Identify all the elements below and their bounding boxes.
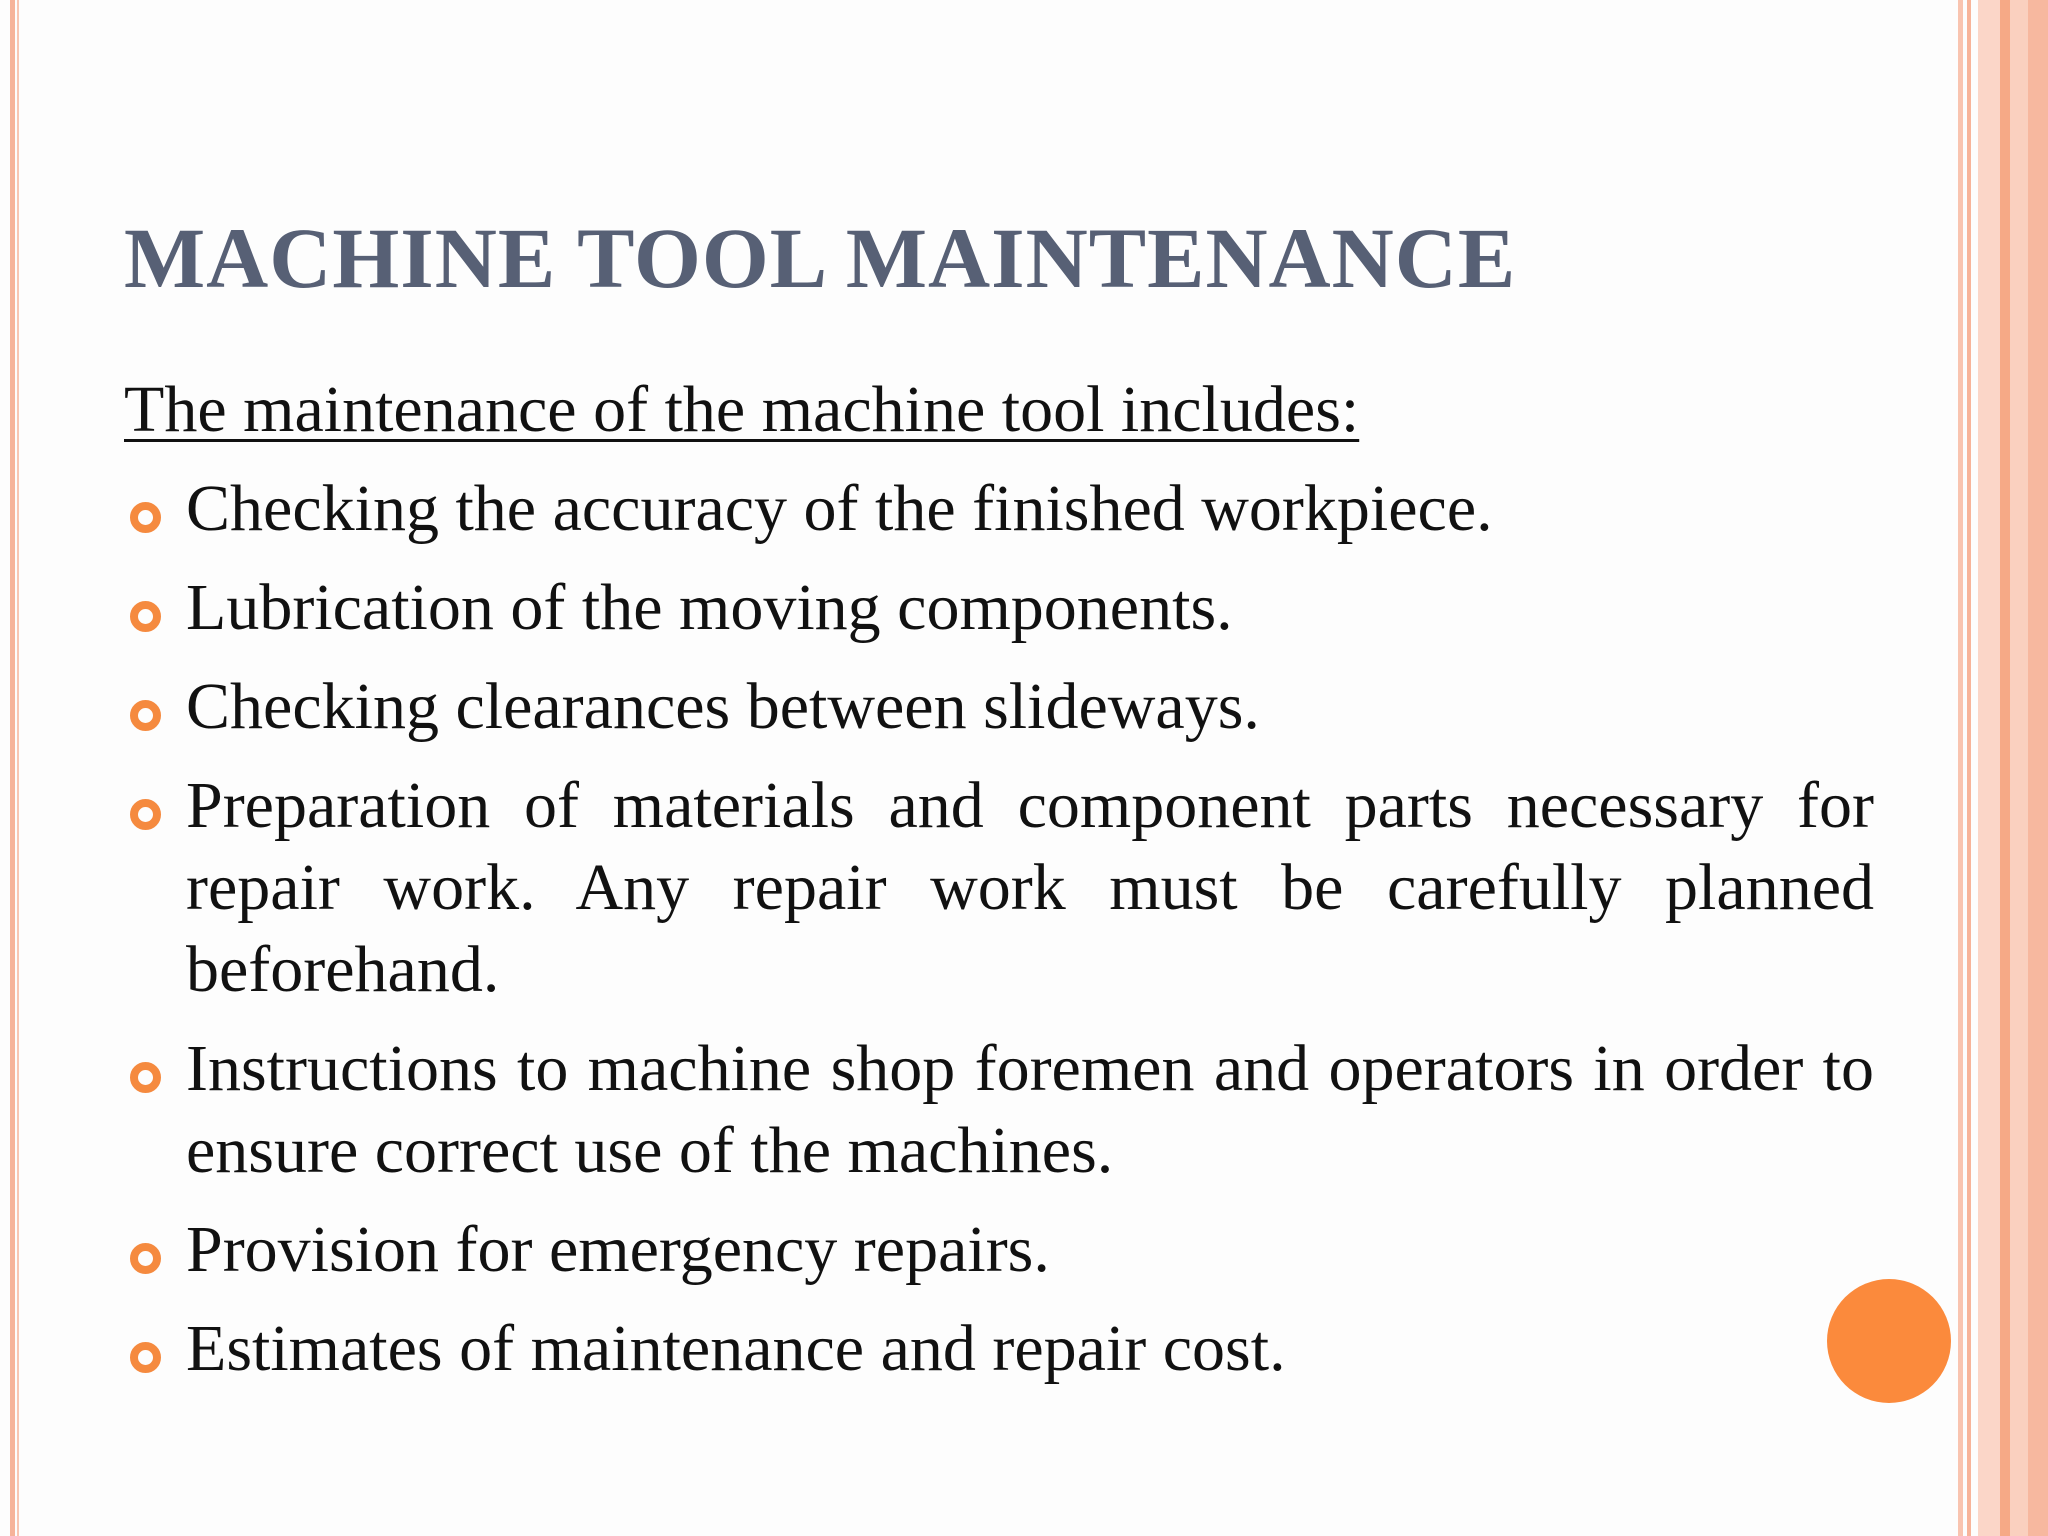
bullet-item — [124, 1209, 1874, 1291]
hollow-circle-icon — [130, 1342, 161, 1373]
bullet-text: Preparation of materials and component parts necessary for repair work. Any repair work must be carefully planned beforehand. — [186, 769, 1874, 1006]
bullet-item — [124, 1028, 1874, 1192]
left-border-decoration — [10, 0, 15, 1536]
right-stripe-decoration — [2010, 0, 2028, 1536]
bullet-list — [124, 468, 1874, 1407]
right-stripe-decoration — [2000, 0, 2010, 1536]
hollow-circle-icon — [130, 1062, 161, 1093]
bullet-text: Lubrication of the moving components. — [186, 571, 1233, 644]
bullet-text: Estimates of maintenance and repair cost. — [186, 1312, 1286, 1385]
hollow-circle-icon — [130, 700, 161, 731]
bullet-text: Checking clearances between slideways. — [186, 670, 1260, 743]
left-border-decoration-thin — [17, 0, 19, 1536]
orange-circle-decoration — [1827, 1279, 1951, 1403]
bullet-item — [124, 1308, 1874, 1390]
intro-text: The maintenance of the machine tool includes: — [124, 373, 1360, 446]
bullet-item — [124, 567, 1874, 649]
bullet-text: Checking the accuracy of the finished workpiece. — [186, 472, 1493, 545]
bullet-text: Provision for emergency repairs. — [186, 1213, 1050, 1286]
right-stripe-decoration — [2028, 0, 2048, 1536]
bullet-item — [124, 765, 1874, 1011]
slide-title: MACHINE TOOL MAINTENANCE — [124, 210, 1517, 306]
hollow-circle-icon — [130, 601, 161, 632]
hollow-circle-icon — [130, 1243, 161, 1274]
bullet-text: Instructions to machine shop foremen and operators in order to ensure correct use of the machines. — [186, 1032, 1874, 1187]
hollow-circle-icon — [130, 502, 161, 533]
bullet-item — [124, 666, 1874, 748]
right-stripe-decoration — [1958, 0, 1963, 1536]
bullet-item — [124, 468, 1874, 550]
hollow-circle-icon — [130, 799, 161, 830]
right-stripe-decoration — [1978, 0, 2000, 1536]
right-stripe-decoration — [1967, 0, 1971, 1536]
